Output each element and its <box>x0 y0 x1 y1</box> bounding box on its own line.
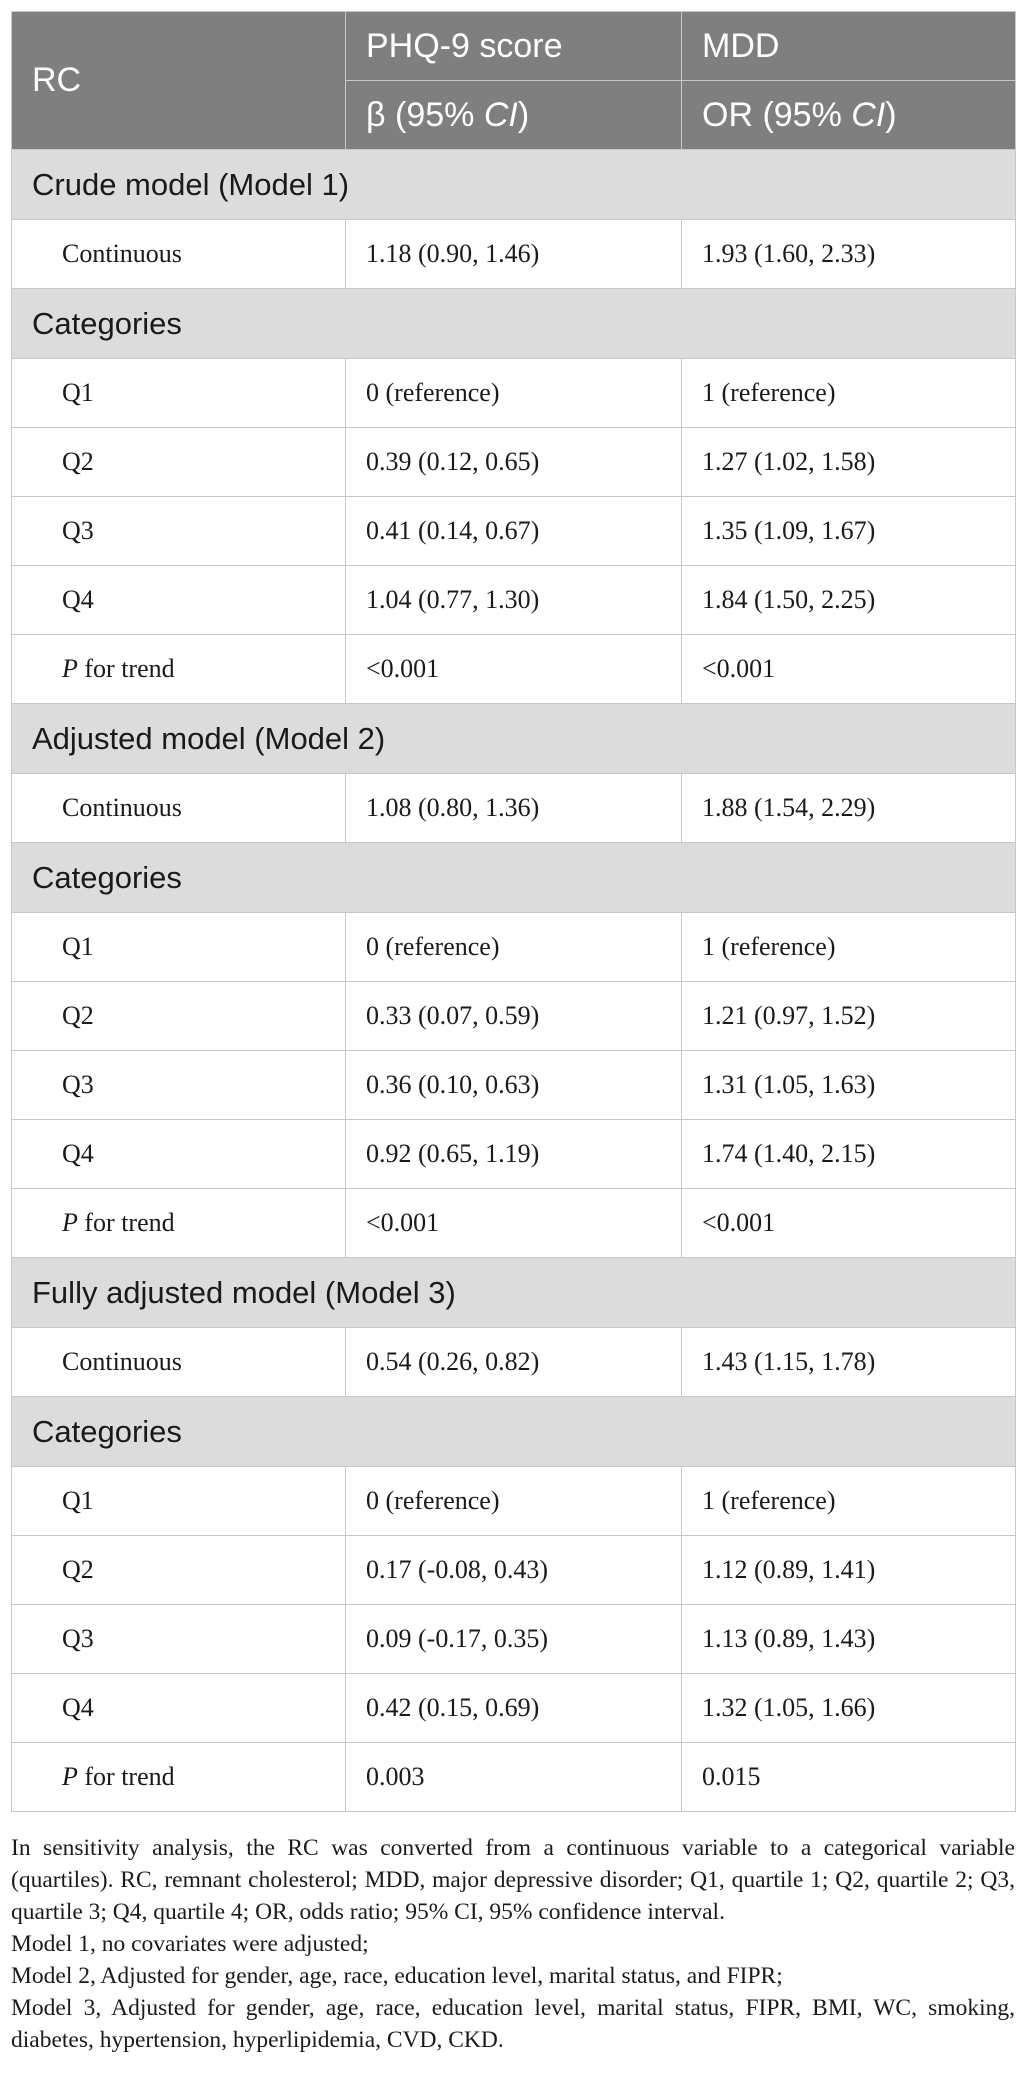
section-title: Adjusted model (Model 2) <box>12 704 1016 774</box>
results-table-container <box>11 11 1015 1812</box>
or-cell: 1 (reference) <box>682 913 1016 982</box>
trend-label <box>12 1743 346 1812</box>
table-row <box>12 913 1016 982</box>
header-beta-ci-ital: CI <box>483 95 518 134</box>
or-cell: 1.43 (1.15, 1.78) <box>682 1328 1016 1397</box>
table-row <box>12 359 1016 428</box>
row-label: Q1 <box>12 1467 346 1536</box>
beta-cell: 0 (reference) <box>346 913 682 982</box>
header-or-prefix: OR (95% <box>702 95 852 134</box>
trend-label <box>12 635 346 704</box>
section-title: Crude model (Model 1) <box>12 150 1016 220</box>
table-row <box>12 497 1016 566</box>
table-row <box>12 1051 1016 1120</box>
or-cell: 1.13 (0.89, 1.43) <box>682 1605 1016 1674</box>
beta-cell: 1.08 (0.80, 1.36) <box>346 774 682 843</box>
table-row <box>12 1189 1016 1258</box>
beta-cell: 0.41 (0.14, 0.67) <box>346 497 682 566</box>
row-label: Q4 <box>12 566 346 635</box>
categories-title: Categories <box>12 843 1016 913</box>
beta-cell: 1.18 (0.90, 1.46) <box>346 220 682 289</box>
trend-rest: for trend <box>77 1208 175 1237</box>
header-or-ci <box>682 81 1016 150</box>
table-row <box>12 220 1016 289</box>
trend-p: P <box>62 654 78 683</box>
row-label: Q2 <box>12 982 346 1051</box>
table-row <box>12 1743 1016 1812</box>
header-beta-suffix: ) <box>517 95 530 134</box>
trend-rest: for trend <box>77 654 175 683</box>
beta-cell: 1.04 (0.77, 1.30) <box>346 566 682 635</box>
or-cell: 1.12 (0.89, 1.41) <box>682 1536 1016 1605</box>
table-row <box>12 1467 1016 1536</box>
beta-cell: 0 (reference) <box>346 1467 682 1536</box>
trend-rest: for trend <box>77 1762 175 1791</box>
or-cell: 1.35 (1.09, 1.67) <box>682 497 1016 566</box>
or-cell: 1.88 (1.54, 2.29) <box>682 774 1016 843</box>
row-label: Continuous <box>12 774 346 843</box>
footnote-model-3: Model 3, Adjusted for gender, age, race, education level, marital status, FIPR, BMI, WC, smoking, diabetes, hypertension, hyperlipidemia, CVD, CKD. <box>11 1995 1015 2053</box>
beta-cell: 0.36 (0.10, 0.63) <box>346 1051 682 1120</box>
table-row <box>12 428 1016 497</box>
beta-cell: 0.92 (0.65, 1.19) <box>346 1120 682 1189</box>
footnote-model-1: Model 1, no covariates were adjusted; <box>11 1931 369 1957</box>
or-cell: 1.31 (1.05, 1.63) <box>682 1051 1016 1120</box>
table-row <box>12 1605 1016 1674</box>
trend-p: P <box>62 1208 78 1237</box>
beta-cell: 0.17 (-0.08, 0.43) <box>346 1536 682 1605</box>
or-cell: <0.001 <box>682 1189 1016 1258</box>
or-cell: 1.32 (1.05, 1.66) <box>682 1674 1016 1743</box>
header-phq9: PHQ-9 score <box>346 12 682 81</box>
row-label: Continuous <box>12 220 346 289</box>
trend-label <box>12 1189 346 1258</box>
or-cell: 1.74 (1.40, 2.15) <box>682 1120 1016 1189</box>
or-cell: 1 (reference) <box>682 359 1016 428</box>
beta-cell: <0.001 <box>346 635 682 704</box>
row-label: Q4 <box>12 1120 346 1189</box>
header-or-suffix: ) <box>885 95 897 134</box>
row-label: Q3 <box>12 497 346 566</box>
footnote-model-2: Model 2, Adjusted for gender, age, race, education level, marital status, and FIPR; <box>11 1963 783 1989</box>
row-label: Q3 <box>12 1605 346 1674</box>
or-cell: <0.001 <box>682 635 1016 704</box>
beta-cell: 0.39 (0.12, 0.65) <box>346 428 682 497</box>
header-or-ci-ital: CI <box>851 95 886 134</box>
header-beta-ci <box>346 81 682 150</box>
categories-title: Categories <box>12 289 1016 359</box>
or-cell: 1 (reference) <box>682 1467 1016 1536</box>
beta-cell: 0.54 (0.26, 0.82) <box>346 1328 682 1397</box>
table-footnotes <box>11 1832 1015 2056</box>
row-label: Q2 <box>12 428 346 497</box>
table-row <box>12 774 1016 843</box>
beta-cell: 0.42 (0.15, 0.69) <box>346 1674 682 1743</box>
section-title: Fully adjusted model (Model 3) <box>12 1258 1016 1328</box>
table-row <box>12 1674 1016 1743</box>
or-cell: 1.21 (0.97, 1.52) <box>682 982 1016 1051</box>
row-label: Continuous <box>12 1328 346 1397</box>
categories-title: Categories <box>12 1397 1016 1467</box>
or-cell: 1.27 (1.02, 1.58) <box>682 428 1016 497</box>
table-row <box>12 1328 1016 1397</box>
footnote-abbreviations: In sensitivity analysis, the RC was converted from a continuous variable to a categorical variable (quartiles). RC, remnant cholesterol; MDD, major depressive disorder; Q1, quartile 1; Q2, quartile 2; Q3, quartile 3; Q4, quartile 4; OR, odds ratio; 95% CI, 95% confidence interval. <box>11 1835 1015 1925</box>
row-label: Q1 <box>12 359 346 428</box>
trend-p: P <box>62 1762 78 1791</box>
row-label: Q3 <box>12 1051 346 1120</box>
beta-cell: <0.001 <box>346 1189 682 1258</box>
table-row <box>12 1120 1016 1189</box>
beta-cell: 0.003 <box>346 1743 682 1812</box>
row-label: Q1 <box>12 913 346 982</box>
or-cell: 1.84 (1.50, 2.25) <box>682 566 1016 635</box>
beta-cell: 0.33 (0.07, 0.59) <box>346 982 682 1051</box>
row-label: Q4 <box>12 1674 346 1743</box>
table-row <box>12 982 1016 1051</box>
header-beta-prefix: β (95% <box>366 95 484 134</box>
table-row <box>12 1536 1016 1605</box>
beta-cell: 0.09 (-0.17, 0.35) <box>346 1605 682 1674</box>
beta-cell: 0 (reference) <box>346 359 682 428</box>
row-label: Q2 <box>12 1536 346 1605</box>
table-row <box>12 566 1016 635</box>
table-header <box>12 12 1016 150</box>
header-mdd: MDD <box>682 12 1016 81</box>
header-rc: RC <box>12 12 346 150</box>
results-table <box>11 11 1016 1812</box>
or-cell: 0.015 <box>682 1743 1016 1812</box>
table-row <box>12 635 1016 704</box>
table-body <box>12 150 1016 1812</box>
or-cell: 1.93 (1.60, 2.33) <box>682 220 1016 289</box>
